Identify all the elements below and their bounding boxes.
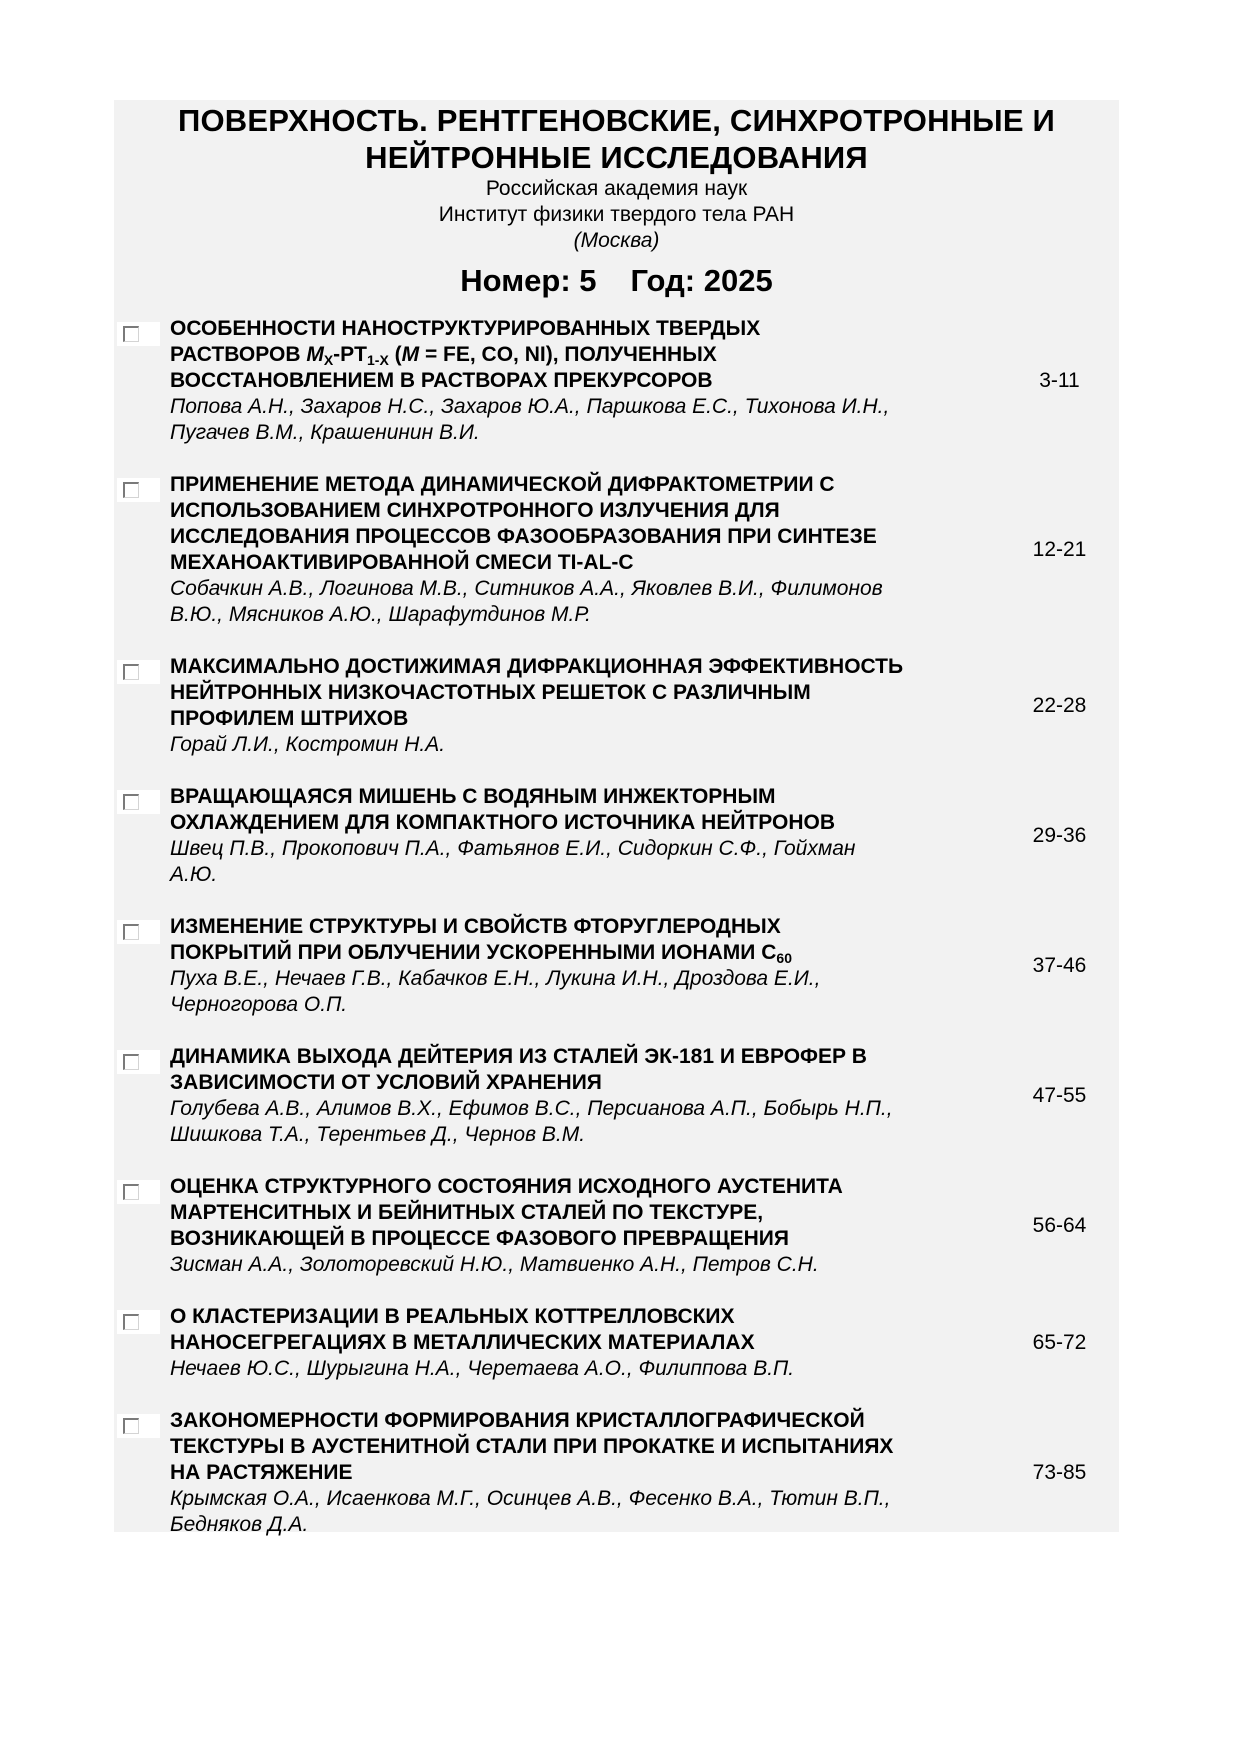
article-authors-line-2: Бедняков Д.А. bbox=[170, 1513, 309, 1536]
article-row bbox=[114, 784, 1119, 888]
checkbox-background bbox=[117, 920, 160, 944]
contents-sheet bbox=[114, 100, 1119, 1536]
article-content bbox=[170, 784, 1000, 888]
article-select-cell bbox=[114, 1408, 170, 1538]
journal-title bbox=[114, 100, 1119, 176]
article-authors bbox=[170, 1486, 1000, 1538]
checkbox-background bbox=[117, 1310, 160, 1334]
article-checkbox[interactable] bbox=[123, 482, 139, 498]
article-authors-line-2: А.Ю. bbox=[170, 863, 218, 886]
article-authors-line-1: Швец П.В., Прокопович П.А., Фатьянов Е.И., Сидоркин С.Ф., Гойхман bbox=[170, 837, 856, 860]
article-authors bbox=[170, 1252, 1000, 1278]
article-authors-line-1: Попова А.Н., Захаров Н.С., Захаров Ю.А., Паршкова Е.С., Тихонова И.Н., bbox=[170, 395, 890, 418]
article-content bbox=[170, 1044, 1000, 1148]
article-select-cell bbox=[114, 1044, 170, 1148]
article-authors-line-2: Шишкова Т.А., Терентьев Д., Чернов В.М. bbox=[170, 1123, 586, 1146]
article-authors-line-1: Крымская О.А., Исаенкова М.Г., Осинцев А.В., Фесенко В.А., Тютин В.П., bbox=[170, 1487, 891, 1510]
article-title[interactable]: ВРАЩАЮЩАЯСЯ МИШЕНЬ С ВОДЯНЫМ ИНЖЕКТОРНЫМ ОХЛАЖДЕНИЕМ ДЛЯ КОМПАКТНОГО ИСТОЧНИКА НЕЙТРОНОВ bbox=[170, 785, 836, 834]
article-row bbox=[114, 472, 1119, 628]
article-authors-line-1: Зисман А.А., Золоторевский Н.Ю., Матвиенко А.Н., Петров С.Н. bbox=[170, 1253, 819, 1276]
article-list bbox=[114, 316, 1119, 1564]
article-title[interactable]: ПРИМЕНЕНИЕ МЕТОДА ДИНАМИЧЕСКОЙ ДИФРАКТОМЕТРИИ С ИСПОЛЬЗОВАНИЕМ СИНХРОТРОННОГО ИЗЛУЧЕНИЯ ДЛЯ ИССЛЕДОВАНИЯ ПРОЦЕССОВ ФАЗООБРАЗОВАНИЯ ПРИ СИНТЕЗЕ МЕХАНОАКТИВИРОВАННОЙ СМЕСИ TI-AL-C bbox=[170, 473, 877, 574]
article-row bbox=[114, 316, 1119, 446]
article-authors bbox=[170, 576, 1000, 628]
article-title[interactable]: ОСОБЕННОСТИ НАНОСТРУКТУРИРОВАННЫХ ТВЕРДЫХ РАСТВОРОВ $M_X-PT_{1-X}$ (M = FE, CO, NI), ПОЛУЧЕННЫХ ВОССТАНОВЛЕНИЕМ В РАСТВОРАХ ПРЕКУРСОРОВ bbox=[170, 317, 761, 392]
checkbox-background bbox=[117, 1180, 160, 1204]
article-authors bbox=[170, 732, 1000, 758]
article-authors-line-1: Голубева А.В., Алимов В.Х., Ефимов В.С., Персианова А.П., Бобырь Н.П., bbox=[170, 1097, 893, 1120]
article-checkbox[interactable] bbox=[123, 326, 139, 342]
article-row bbox=[114, 1044, 1119, 1148]
city: (Москва) bbox=[573, 229, 660, 252]
article-row bbox=[114, 654, 1119, 758]
article-select-cell bbox=[114, 316, 170, 446]
journal-title-line-1: ПОВЕРХНОСТЬ. РЕНТГЕНОВСКИЕ, СИНХРОТРОННЫЕ И bbox=[177, 103, 1056, 138]
article-authors bbox=[170, 966, 1000, 1018]
article-pages: 3-11 bbox=[1039, 369, 1080, 392]
institute: Институт физики твердого тела РАН bbox=[438, 203, 795, 226]
checkbox-background bbox=[117, 1414, 160, 1438]
article-pages: 12-21 bbox=[1032, 538, 1087, 561]
article-checkbox[interactable] bbox=[123, 1054, 139, 1070]
checkbox-background bbox=[117, 790, 160, 814]
article-title[interactable]: ИЗМЕНЕНИЕ СТРУКТУРЫ И СВОЙСТВ ФТОРУГЛЕРОДНЫХ ПОКРЫТИЙ ПРИ ОБЛУЧЕНИИ УСКОРЕННЫМИ ИОНАМИ $C_{60}$ bbox=[170, 915, 792, 966]
article-checkbox[interactable] bbox=[123, 1314, 139, 1330]
checkbox-background bbox=[117, 478, 160, 502]
article-select-cell bbox=[114, 472, 170, 628]
article-select-cell bbox=[114, 784, 170, 888]
article-checkbox[interactable] bbox=[123, 1418, 139, 1434]
article-row bbox=[114, 914, 1119, 1018]
issue-label: Номер: bbox=[460, 263, 571, 298]
article-authors-line-1: Пуха В.Е., Нечаев Г.В., Кабачков Е.Н., Лукина И.Н., Дроздова Е.И., bbox=[170, 967, 821, 990]
article-checkbox[interactable] bbox=[123, 924, 139, 940]
article-authors bbox=[170, 1356, 1000, 1382]
article-authors-line-1: Собачкин А.В., Логинова М.В., Ситников А.А., Яковлев В.И., Филимонов bbox=[170, 577, 883, 600]
article-content bbox=[170, 654, 1000, 758]
article-row bbox=[114, 1174, 1119, 1278]
article-title[interactable]: О КЛАСТЕРИЗАЦИИ В РЕАЛЬНЫХ КОТТРЕЛЛОВСКИХ НАНОСЕГРЕГАЦИЯХ В МЕТАЛЛИЧЕСКИХ МАТЕРИАЛАХ bbox=[170, 1305, 755, 1354]
issue-number: 5 bbox=[579, 263, 597, 298]
article-select-cell bbox=[114, 914, 170, 1018]
article-authors-line-2: В.Ю., Мясников А.Ю., Шарафутдинов М.Р. bbox=[170, 603, 591, 626]
article-pages: 22-28 bbox=[1032, 694, 1087, 717]
article-row bbox=[114, 1408, 1119, 1538]
journal-title-line-2: НЕЙТРОННЫЕ ИССЛЕДОВАНИЯ bbox=[365, 140, 868, 175]
article-row bbox=[114, 1304, 1119, 1382]
article-authors-line-2: Черногорова О.П. bbox=[170, 993, 348, 1016]
year-label: Год: bbox=[630, 263, 696, 298]
checkbox-background bbox=[117, 660, 160, 684]
article-select-cell bbox=[114, 1174, 170, 1278]
article-title[interactable]: МАКСИМАЛЬНО ДОСТИЖИМАЯ ДИФРАКЦИОННАЯ ЭФФЕКТИВНОСТЬ НЕЙТРОННЫХ НИЗКОЧАСТОТНЫХ РЕШЕТОК С РАЗЛИЧНЫМ ПРОФИЛЕМ ШТРИХОВ bbox=[170, 655, 904, 730]
article-content bbox=[170, 914, 1000, 1018]
article-title[interactable]: ОЦЕНКА СТРУКТУРНОГО СОСТОЯНИЯ ИСХОДНОГО АУСТЕНИТА МАРТЕНСИТНЫХ И БЕЙНИТНЫХ СТАЛЕЙ ПО ТЕКСТУРЕ, ВОЗНИКАЮЩЕЙ В ПРОЦЕССЕ ФАЗОВОГО ПРЕВРАЩЕНИЯ bbox=[170, 1175, 843, 1250]
article-content bbox=[170, 1174, 1000, 1278]
checkbox-background bbox=[117, 1050, 160, 1074]
checkbox-background bbox=[117, 322, 160, 346]
article-checkbox[interactable] bbox=[123, 794, 139, 810]
issue-year: 2025 bbox=[703, 263, 773, 298]
journal-header bbox=[114, 100, 1119, 299]
article-content bbox=[170, 1408, 1000, 1538]
article-content bbox=[170, 1304, 1000, 1382]
article-select-cell bbox=[114, 654, 170, 758]
article-title[interactable]: ЗАКОНОМЕРНОСТИ ФОРМИРОВАНИЯ КРИСТАЛЛОГРАФИЧЕСКОЙ ТЕКСТУРЫ В АУСТЕНИТНОЙ СТАЛИ ПРИ ПРОКАТКЕ И ИСПЫТАНИЯХ НА РАСТЯЖЕНИЕ bbox=[170, 1409, 894, 1484]
article-authors bbox=[170, 394, 1000, 446]
article-authors-line-1: Нечаев Ю.С., Шурыгина Н.А., Черетаева А.О., Филиппова В.П. bbox=[170, 1357, 795, 1380]
article-checkbox[interactable] bbox=[123, 1184, 139, 1200]
issue-info bbox=[114, 263, 1119, 299]
article-pages: 29-36 bbox=[1032, 824, 1087, 847]
article-content bbox=[170, 472, 1000, 628]
article-title[interactable]: ДИНАМИКА ВЫХОДА ДЕЙТЕРИЯ ИЗ СТАЛЕЙ ЭК-181 И ЕВРОФЕР В ЗАВИСИМОСТИ ОТ УСЛОВИЙ ХРАНЕНИЯ bbox=[170, 1045, 867, 1094]
article-content bbox=[170, 316, 1000, 446]
publisher: Российская академия наук bbox=[485, 177, 748, 200]
article-pages: 37-46 bbox=[1032, 954, 1087, 977]
article-authors bbox=[170, 836, 1000, 888]
article-pages: 56-64 bbox=[1032, 1214, 1087, 1237]
article-authors bbox=[170, 1096, 1000, 1148]
article-checkbox[interactable] bbox=[123, 664, 139, 680]
article-pages: 47-55 bbox=[1032, 1084, 1087, 1107]
article-pages: 65-72 bbox=[1032, 1331, 1087, 1354]
article-select-cell bbox=[114, 1304, 170, 1382]
article-pages: 73-85 bbox=[1032, 1461, 1087, 1484]
article-authors-line-1: Горай Л.И., Костромин Н.А. bbox=[170, 733, 446, 756]
article-authors-line-2: Пугачев В.М., Крашенинин В.И. bbox=[170, 421, 480, 444]
